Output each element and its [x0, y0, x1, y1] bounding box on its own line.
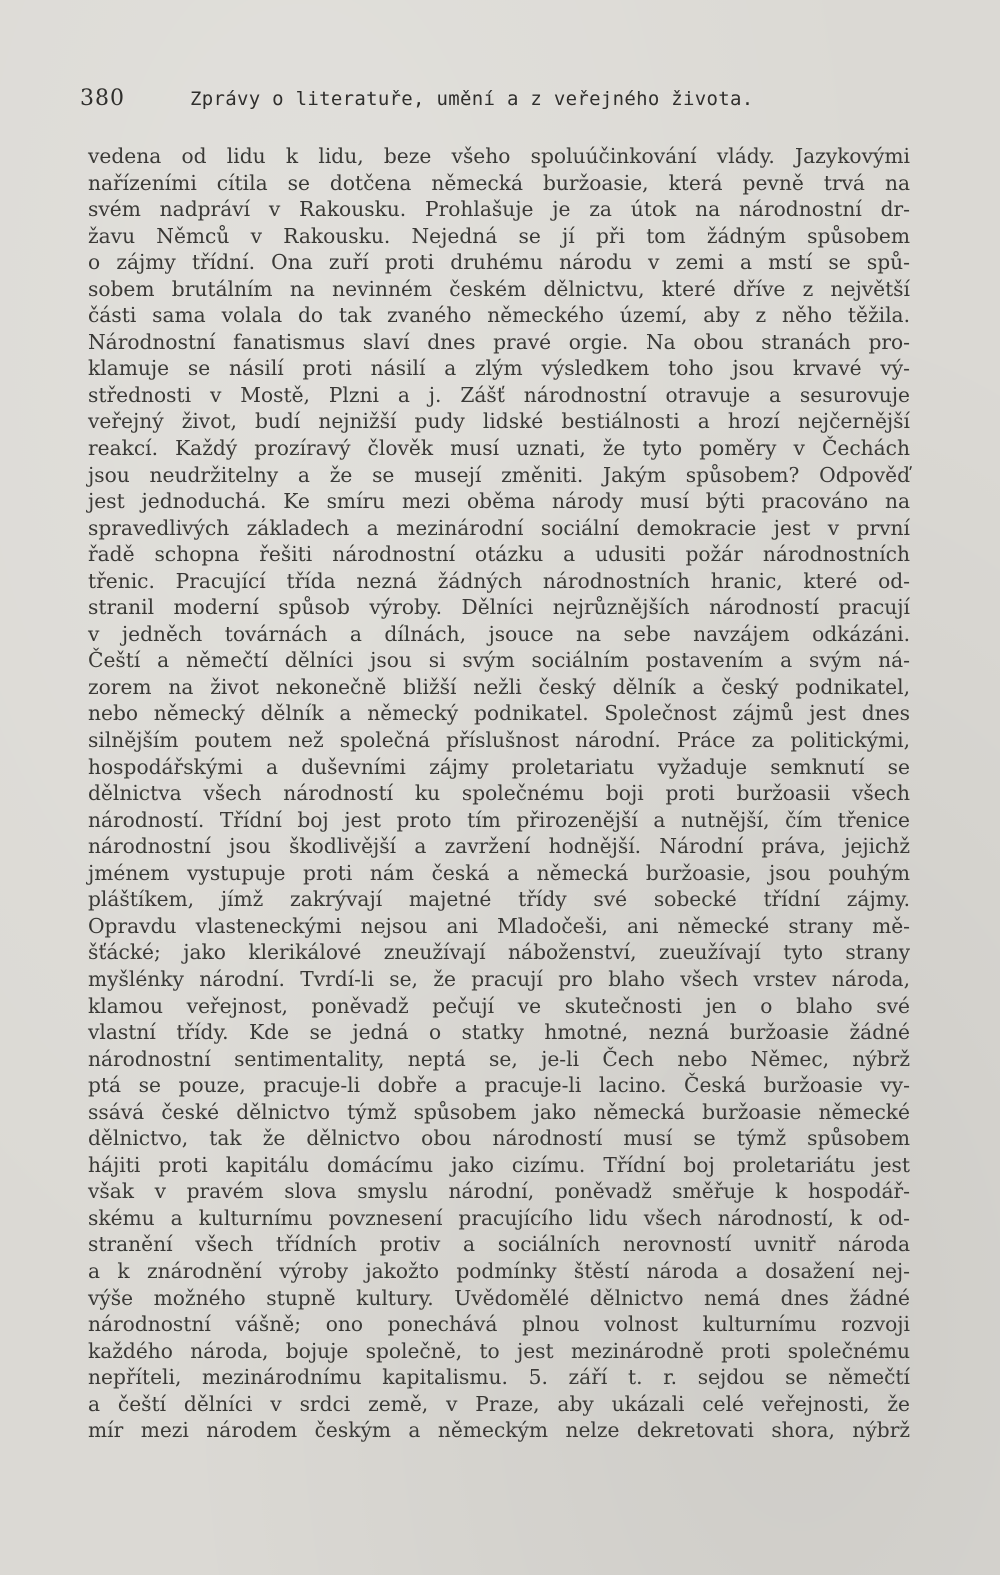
text-line: stranění všech třídních protiv a sociálních nerovností uvnitř národa: [88, 1232, 910, 1257]
text-line: národností. Třídní boj jest proto tím přirozenější a nutnější, čím třenice: [88, 807, 910, 832]
text-line: však v pravém slova smyslu národní, poněvadž směřuje k hospodář-: [88, 1179, 910, 1204]
text-line: silnějším poutem než společná příslušnost národní. Práce za politickými,: [88, 728, 910, 753]
text-line: myšlénky národní. Tvrdí-li se, že pracují pro blaho všech vrstev národa,: [88, 966, 910, 991]
text-line: řadě schopna řešiti národnostní otázku a udusiti požár národnostních: [88, 542, 910, 567]
text-line: žavu Němců v Rakousku. Nejedná se jí při tom žádným spůsobem: [88, 223, 910, 248]
text-line: hospodářskými a duševními zájmy proletariatu vyžaduje semknutí se: [88, 754, 910, 779]
text-line: klamou veřejnost, poněvadž pečují ve skutečnosti jen o blaho své: [88, 993, 910, 1018]
text-line: střednosti v Mostě, Plzni a j. Zášť národnostní otravuje a sesurovuje: [88, 382, 910, 407]
text-line: pláštíkem, jímž zakrývají majetné třídy své sobecké třídní zájmy.: [88, 887, 910, 912]
body-text: [88, 143, 910, 1444]
text-line: a čeští dělníci v srdci země, v Praze, aby ukázali celé veřejnosti, že: [88, 1391, 910, 1416]
text-line: dělnictvo, tak že dělnictvo obou národností musí se týmž spůsobem: [88, 1126, 910, 1151]
text-line: nepříteli, mezinárodnímu kapitalismu. 5. září t. r. sejdou se němečtí: [88, 1365, 910, 1390]
text-line: mír mezi národem českým a německým nelze dekretovati shora, nýbrž: [88, 1418, 910, 1443]
text-line: spravedlivých základech a mezinárodní sociální demokracie jest v první: [88, 515, 910, 540]
text-line: ssává české dělnictvo týmž spůsobem jako německá buržoasie německé: [88, 1099, 910, 1124]
text-line: v jedněch továrnách a dílnách, jsouce na sebe navzájem odkázáni.: [88, 621, 910, 646]
text-line: Čeští a němečtí dělníci jsou si svým sociálním postavením a svým ná-: [88, 648, 910, 673]
running-head: Zprávy o literatuře, umění a z veřejného života.: [190, 88, 754, 110]
text-line: národnostní jsou škodlivější a zavržení hodnější. Národní práva, jejichž: [88, 834, 910, 859]
text-line: sobem brutálním na nevinném českém dělnictvu, které dříve z největší: [88, 276, 910, 301]
page-header: [80, 84, 920, 116]
text-line: svém nadpráví v Rakousku. Prohlašuje je za útok na národnostní dr-: [88, 197, 910, 222]
text-line: třenic. Pracující třída nezná žádných národnostních hranic, které od-: [88, 568, 910, 593]
text-line: hájiti proti kapitálu domácímu jako cizímu. Třídní boj proletariátu jest: [88, 1152, 910, 1177]
text-line: zorem na život nekonečně bližší nežli český dělník a český podnikatel,: [88, 674, 910, 699]
text-line: stranil moderní spůsob výroby. Dělníci nejrůznějších národností pracují: [88, 595, 910, 620]
text-line: a k znárodnění výroby jakožto podmínky štěstí národa a dosažení nej-: [88, 1258, 910, 1283]
text-line: skému a kulturnímu povznesení pracujícího lidu všech národností, k od-: [88, 1205, 910, 1230]
text-line: reakcí. Každý prozíravý člověk musí uznati, že tyto poměry v Čechách: [88, 436, 910, 461]
text-line: jménem vystupuje proti nám česká a německá buržoasie, jsou pouhým: [88, 860, 910, 885]
text-line: klamuje se násilí proti násilí a zlým výsledkem toho jsou krvavé vý-: [88, 356, 910, 381]
text-line: veřejný život, budí nejnižší pudy lidské bestiálnosti a hrozí nejčernější: [88, 409, 910, 434]
text-line: vedena od lidu k lidu, beze všeho spoluúčinkování vlády. Jazykovými: [88, 144, 910, 168]
text-line: části sama volala do tak zvaného německého území, aby z něho těžila.: [88, 303, 910, 328]
text-line: nebo německý dělník a německý podnikatel. Společnost zájmů jest dnes: [88, 701, 910, 726]
text-line: o zájmy třídní. Ona zuří proti druhému národu v zemi a mstí se spů-: [88, 250, 910, 275]
text-line: výše možného stupně kultury. Uvědomělé dělnictvo nemá dnes žádné: [88, 1285, 910, 1310]
text-line: Národnostní fanatismus slaví dnes pravé orgie. Na obou stranách pro-: [88, 329, 910, 354]
text-line: národnostní vášně; ono ponechává plnou volnost kulturnímu rozvoji: [88, 1312, 910, 1337]
text-line: ptá se pouze, pracuje-li dobře a pracuje-li lacino. Česká buržoasie vy-: [88, 1073, 910, 1098]
text-line: dělnictva všech národností ku společnému boji proti buržoasii všech: [88, 781, 910, 806]
text-line: Opravdu vlasteneckými nejsou ani Mladočeši, ani německé strany mě-: [88, 913, 910, 938]
text-line: vlastní třídy. Kde se jedná o statky hmotné, nezná buržoasie žádné: [88, 1020, 910, 1045]
text-line: národnostní sentimentality, neptá se, je-li Čech nebo Němec, nýbrž: [88, 1046, 910, 1071]
text-line: každého národa, bojuje společně, to jest mezinárodně proti společnému: [88, 1338, 910, 1363]
text-line: šťácké; jako klerikálové zneužívají náboženství, zueužívají tyto strany: [88, 940, 910, 965]
text-line: jsou neudržitelny a že se musejí změniti. Jakým spůsobem? Odpověď: [88, 462, 910, 487]
page-number: 380: [80, 86, 125, 111]
text-line: jest jednoduchá. Ke smíru mezi oběma národy musí býti pracováno na: [88, 489, 910, 514]
text-line: nařízeními cítila se dotčena německá buržoasie, která pevně trvá na: [88, 170, 910, 195]
